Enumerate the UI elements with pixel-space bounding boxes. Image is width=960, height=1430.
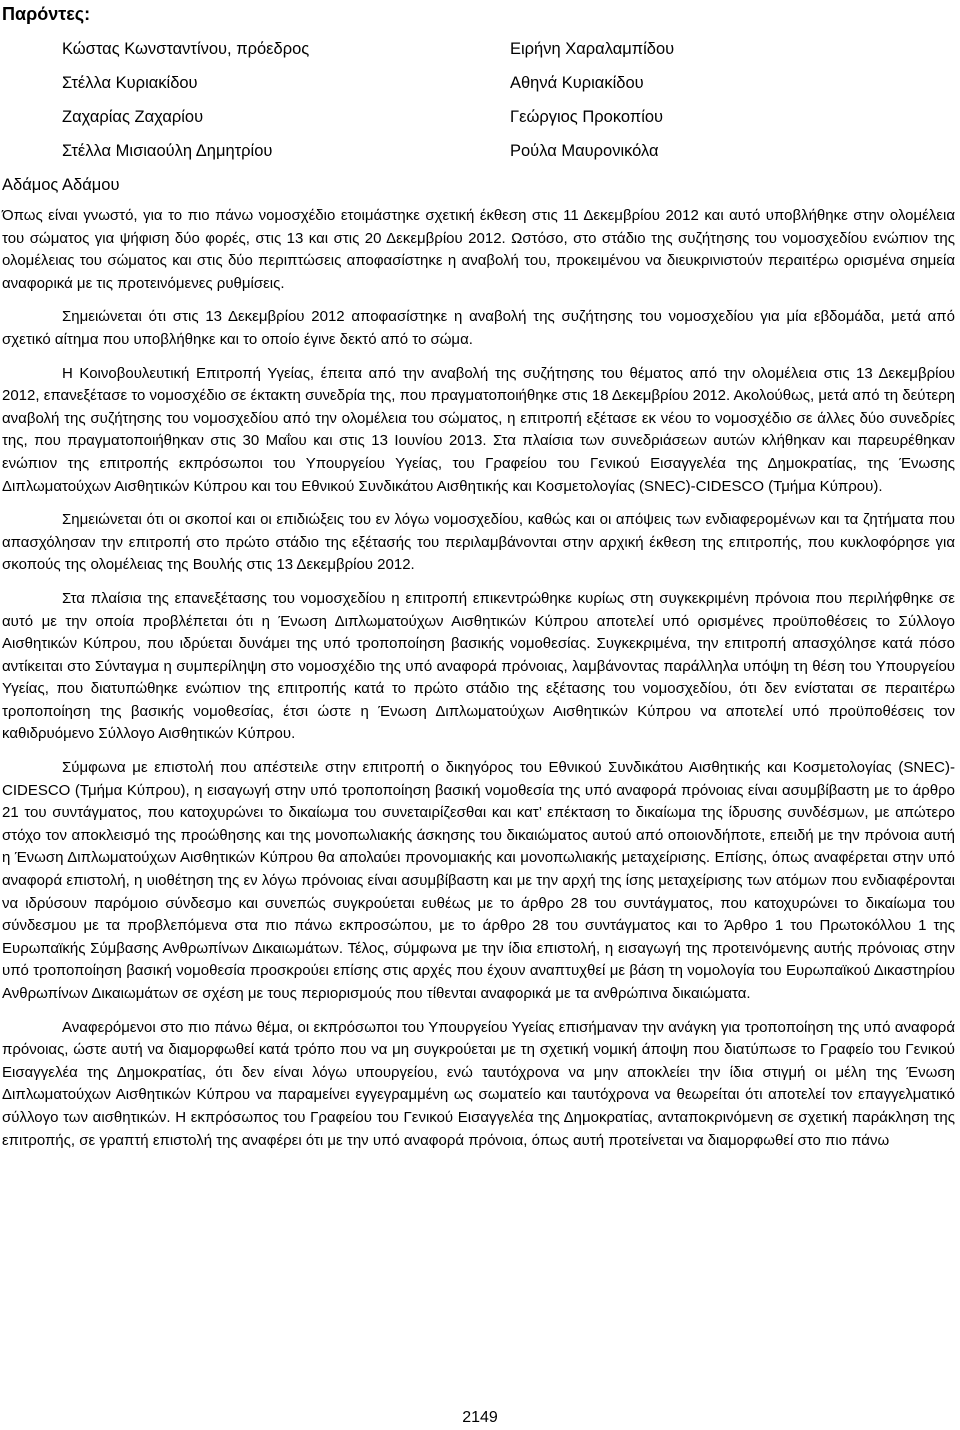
paragraph: Σημειώνεται ότι στις 13 Δεκεμβρίου 2012 αποφασίστηκε η αναβολή της συζήτησης του νομοσχεδίου για μία εβδομάδα, μετά από σχετικό αίτημα που υποβλήθηκε και το οποίο έγινε δεκτό από το σώμα. [2,308,955,348]
attendee-name: Ρούλα Μαυρονικόλα [510,142,659,160]
attendees-list [62,32,942,168]
attendee-name: Ζαχαρίας Ζαχαρίου [62,108,204,126]
report-body [2,205,955,1163]
attendees-heading: Παρόντες: [2,4,91,24]
attendee-name: Στέλλα Μισιαούλη Δημητρίου [62,142,273,160]
paragraph: Στα πλαίσια της επανεξέτασης του νομοσχεδίου η επιτροπή επικεντρώθηκε κυρίως στη συγκεκριμένη πρόνοια που περιλήφθηκε σε αυτό με την οποία προβλέπεται ότι η Ένωση Διπλωματούχων Αισθητικών Κύπρου αποτελεί υπό ορισμένες προϋποθέσεις το Σύλλογο Αισθητικών Κύπρου, που ιδρύεται δυνάμει της υπό τροποποίηση βασικής νομοθεσίας. Συγκεκριμένα, την επιτροπή απασχόλησε κατά πόσο αντίκειται στο Σύνταγμα η συμπερίληψη στο νομοσχέδιο της υπό αναφορά πρόνοιας, λαμβάνοντας παράλληλα υπόψη τη θέση του Υπουργείου Υγείας, που διατυπώθηκε ενώπιον της επιτροπής κατά το πρώτο στάδιο της εξέτασης του νομοσχεδίου, ότι δεν ενίσταται σε περαιτέρω τροποποίηση της βασικής νομοθεσίας, έτσι ώστε η Ένωση Διπλωματούχων Αισθητικών Κύπρου να αποτελεί υπό προϋποθέσεις τον καθιδρυόμενο Σύλλογο Αισθητικών Κύπρου. [2,589,955,743]
attendee-row [62,134,942,168]
paragraph: Σημειώνεται ότι οι σκοποί και οι επιδιώξεις του εν λόγω νομοσχεδίου, καθώς και οι απόψεις των ενδιαφερομένων και τα ζητήματα που απασχόλησαν την επιτροπή στο πρώτο στάδιο της εξέτασής του περιλαμβάνονται στην αρχική έκθεση της επιτροπής, που κυκλοφόρησε για σκοπούς της ολομέλειας της Βουλής στις 13 Δεκεμβρίου 2012. [2,511,955,574]
paragraph: Όπως είναι γνωστό, για το πιο πάνω νομοσχέδιο ετοιμάστηκε σχετική έκθεση στις 11 Δεκεμβρίου 2012 και αυτό υποβλήθηκε στην ολομέλεια του σώματος για ψήφιση δύο φορές, στις 13 και στις 20 Δεκεμβρίου 2012. Ωστόσο, στο στάδιο της συζήτησης του νομοσχεδίου ενώπιον της ολομέλειας του σώματος και στις δύο περιπτώσεις αποφασίστηκε η αναβολή του, προκειμένου να διευκρινιστούν περαιτέρω ορισμένα σημεία αναφορικά με τις προτεινόμενες ρυθμίσεις. [2,207,955,292]
paragraph: Αναφερόμενοι στο πιο πάνω θέμα, οι εκπρόσωποι του Υπουργείου Υγείας επισήμαναν την ανάγκη για τροποποίηση της υπό αναφορά πρόνοιας, ώστε αυτή να διαμορφωθεί κατά τρόπο που να μη συγκρούεται με τη σχετική νομική άποψη που διατύπωσε το Γραφείο του Γενικού Εισαγγελέα της Δημοκρατίας, ότι δεν είναι λόγω υπουργείου, ενώ ταυτόχρονα να μην αποκλείει την ίδια στιγμή οι μέλη της Ένωση Διπλωματούχων Αισθητικών Κύπρου να παραμείνει εγγεγραμμένη ως σωματείο και ταυτόχρονα να θεωρείται ότι αποτελεί τον επαγγελματικό σύλλογο των αισθητικών. Η εκπρόσωπος του Γραφείου του Γενικού Εισαγγελέα της Δημοκρατίας, ανταποκρινόμενη σε σχετική παράκληση της επιτροπής, σε γραπτή επιστολή της αναφέρει ότι με την υπό αναφορά πρόνοια, όπως αυτή προτείνεται να διαμορφωθεί στο πιο πάνω [2,1018,955,1149]
attendee-name: Στέλλα Κυριακίδου [62,74,198,92]
attendee-name: Ειρήνη Χαραλαμπίδου [510,40,675,58]
attendee-name: Αθηνά Κυριακίδου [510,74,644,92]
paragraph: Η Κοινοβουλευτική Επιτροπή Υγείας, έπειτα από την αναβολή της συζήτησης του θέματος από την ολομέλεια στις 13 Δεκεμβρίου 2012, επανεξέτασε το νομοσχέδιο σε έκτακτη συνεδρία της, που πραγματοποιήθηκε στις 18 Δεκεμβρίου 2012. Ακολούθως, μετά από τη δεύτερη αναβολή της συζήτησης του νομοσχεδίου από την ολομέλεια του σώματος, η επιτροπή εξέτασε εκ νέου το νομοσχέδιο σε άλλες δύο συνεδρίες της, που πραγματοποιήθηκαν στις 30 Μαΐου και στις 13 Ιουνίου 2013. Στα πλαίσια των συνεδριάσεων αυτών κλήθηκαν και παρευρέθηκαν ενώπιον της επιτροπής εκπρόσωποι του Υπουργείου Υγείας, του Γραφείου του Γενικού Εισαγγελέα της Δημοκρατίας, της Ένωσης Διπλωματούχων Αισθητικών Κύπρου και του Εθνικού Συνδικάτου Αισθητικής και Κοσμετολογίας (SNEC)-CIDESCO (Τμήμα Κύπρου). [2,364,955,495]
attendee-name: Γεώργιος Προκοπίου [510,108,664,126]
page-number: 2149 [462,1409,498,1426]
attendee-row [62,100,942,134]
attendee-name: Κώστας Κωνσταντίνου, πρόεδρος [62,40,310,58]
attendee-name: Αδάμος Αδάμου [2,176,120,194]
paragraph: Σύμφωνα με επιστολή που απέστειλε στην επιτροπή ο δικηγόρος του Εθνικού Συνδικάτου Αισθητικής και Κοσμετολογίας (SNEC)-CIDESCO (Τμήμα Κύπρου), η εισαγωγή στην υπό τροποποίηση βασική νομοθεσία της υπό αναφορά πρόνοιας είναι ασυμβίβαστη με το άρθρο 21 του συντάγματος, που κατοχυρώνει το δικαίωμα του συνεταιρίζεσθαι και κατ’ επέκταση το δικαίωμα της ίδρυσης συνδέσμων, με απώτερο στόχο τον αποκλεισμό της προώθησης και της μονοπωλιακής άσκησης του δικαιώματος αυτού από οποιονδήποτε, επειδή με την πρόνοια αυτή η Ένωση Διπλωματούχων Αισθητικών Κύπρου θα απολαύει προνομιακής και μονοπωλιακής μεταχείρισης. Επίσης, όπως αναφέρεται στην υπό αναφορά επιστολή, η υιοθέτηση της εν λόγω πρόνοιας είναι ασυμβίβαστη και με την αρχή της ίσης μεταχείρισης των ατόμων που ενδιαφέρονται να ιδρύσουν παρόμοιο σύνδεσμο και συνεπώς συγκρούεται ευθέως με το άρθρο 28 του συντάγματος, που κατοχυρώνει το δικαίωμα του σύνδεσμου με τα προβλεπόμενα στα πιο πάνω εκπροσώπου, με το άρθρο 28 του συντάγματος και το Άρθρο 1 του Πρωτοκόλλου 1 της Ευρωπαϊκής Σύμβασης Ανθρωπίνων Δικαιωμάτων. Τέλος, σύμφωνα με την ίδια επιστολή, η εισαγωγή της προτεινόμενης αυτής πρόνοιας στην υπό τροποποίηση βασική νομοθεσία προσκρούει επίσης στις αρχές που έχουν αναπτυχθεί με βάση τη νομολογία του Ευρωπαϊκού Δικαστηρίου Ανθρωπίνων Δικαιωμάτων σε σχέση με τους περιορισμούς που τίθενται αναφορικά με τα ανθρώπινα δικαιώματα. [2,759,955,1002]
attendee-row [62,32,942,66]
attendee-row [62,66,942,100]
